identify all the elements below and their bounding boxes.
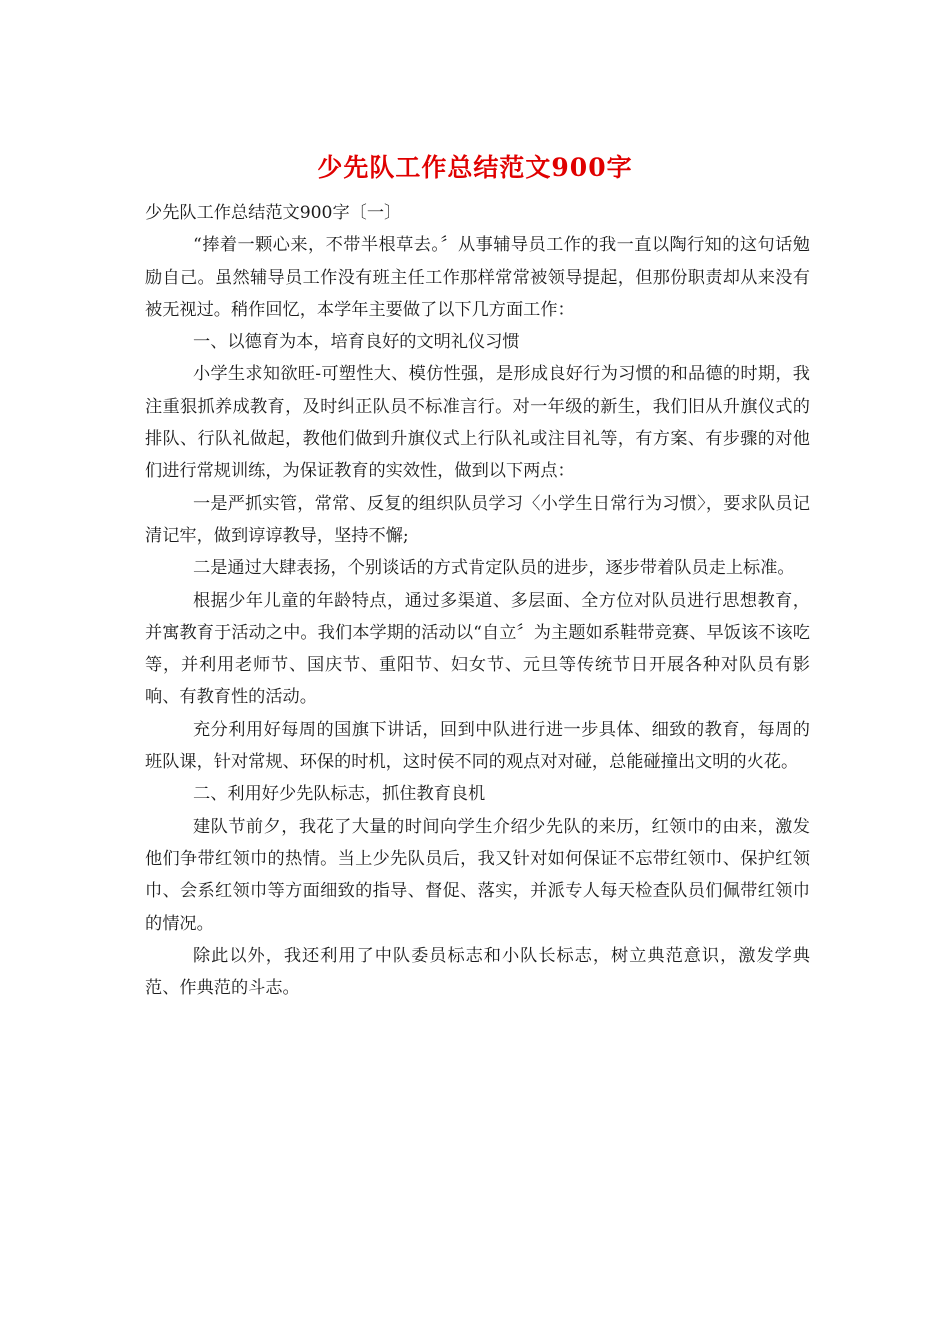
section-heading: 一、以德育为本，培育良好的文明礼仪习惯 [193,332,520,353]
body-paragraph: 建队节前夕，我花了大量的时间向学生介绍少先队的来历，红领巾的由来，激发他们争带红领巾的热情。当上少先队员后，我又针对如何保证不忘带红领巾、保护红领巾、会系红领巾等方面细致的指导、督促、落实，并派专人每天检查队员们佩带红领巾的情况。 [145,816,810,934]
body-paragraph: 小学生求知欲旺-可塑性大、模仿性强，是形成良好行为习惯的和品德的时期，我注重狠抓养成教育，及时纠正队员不标准言行。对一年级的新生，我们旧从升旗仪式的排队、行队礼做起，教他们做到升旗仪式上行队礼或注目礼等，有方案、有步骤的对他们进行常规训练，为保证教育的实效性，做到以下两点： [145,364,810,482]
body-paragraph: 根据少年儿童的年龄特点，通过多渠道、多层面、全方位对队员进行思想教育，并寓教育于活动之中。我们本学期的活动以“自立〞为主题如系鞋带竞赛、早饭该不该吃等，并利用老师节、国庆节、重阳节、妇女节、元旦等传统节日开展各种对队员有影响、有教育性的活动。 [145,590,810,708]
subtitle-paragraph: 少先队工作总结范文900字〔一〕 [145,203,402,223]
body-paragraph: 充分利用好每周的国旗下讲话，回到中队进行进一步具体、细致的教育，每周的班队课，针对常规、环保的时机，这时侯不同的观点对对碰，总能碰撞出文明的火花。 [145,719,810,773]
document-body [145,197,810,1004]
document-title: 少先队工作总结范文900字 [317,153,633,182]
section-heading: 二、利用好少先队标志，抓住教育良机 [193,784,486,805]
body-paragraph: 一是严抓实管，常常、反复的组织队员学习〈小学生日常行为习惯〉，要求队员记清记牢，做到谆谆教导，坚持不懈; [145,493,810,546]
body-paragraph: 二是通过大肆表扬，个别谈话的方式肯定队员的进步，逐步带着队员走上标准。 [193,558,795,579]
body-paragraph: 除此以外，我还利用了中队委员标志和小队长标志，树立典范意识，激发学典范、作典范的斗志。 [145,945,810,999]
body-paragraph: “捧着一颗心来，不带半根草去。〞从事辅导员工作的我一直以陶行知的这句话勉励自己。虽然辅导员工作没有班主任工作那样常常被领导提起，但那份职责却从来没有被无视过。稍作回忆，本学年主要做了以下几方面工作： [145,235,810,320]
